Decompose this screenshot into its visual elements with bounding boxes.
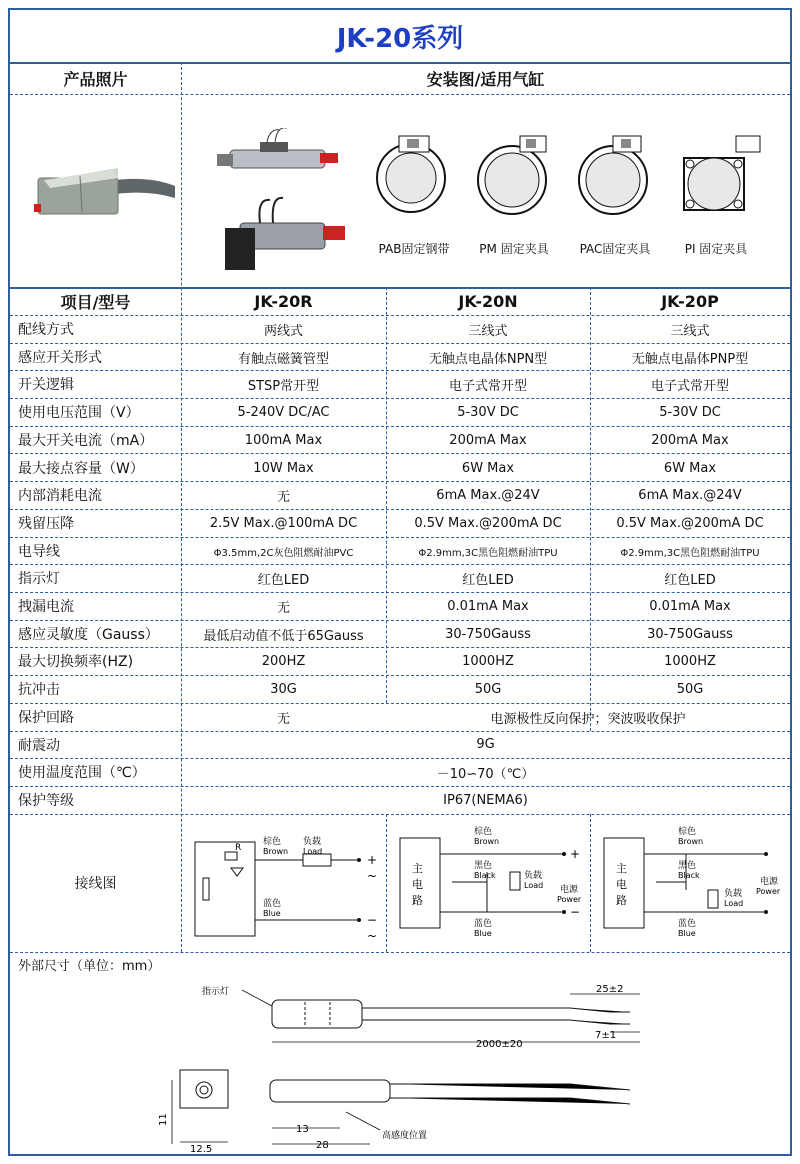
row-label: 最大接点容量（W） (18, 461, 144, 477)
value-jk20r: 无 (276, 489, 290, 505)
svg-text:黑色: 黑色 (474, 861, 493, 871)
col-jk20n: JK-20N (458, 291, 518, 311)
wiring-diagram-n (392, 820, 588, 948)
svg-text:~: ~ (367, 929, 378, 943)
cylinder-clamp-icon (225, 198, 345, 270)
value-jk20r: 有触点磁簧管型 (237, 351, 329, 367)
page-title: JK-20系列 (10, 10, 790, 64)
svg-text:2000±20: 2000±20 (476, 1039, 523, 1050)
row-label: 内部消耗电流 (18, 488, 102, 504)
col-jk20r: JK-20R (254, 291, 313, 311)
value-jk20n: 电子式常开型 (448, 378, 527, 394)
value-jk20n: 200mA Max (449, 432, 527, 448)
protection-np: 电源极性反向保护；突波吸收保护 (490, 711, 686, 727)
row-label: 保护等级 (18, 793, 74, 809)
cylinder-images (215, 128, 355, 278)
row-label: 抗冲击 (18, 682, 60, 698)
value-jk20n: 三线式 (468, 323, 508, 339)
value-jk20n: 0.01mA Max (447, 598, 529, 614)
svg-text:棕色: 棕色 (474, 827, 493, 837)
svg-text:负载: 负载 (524, 871, 543, 881)
dimension-drawing (10, 972, 790, 1156)
row-label: 开关逻辑 (18, 377, 74, 393)
svg-text:28: 28 (316, 1140, 329, 1151)
value-jk20r: 30G (270, 681, 297, 697)
svg-text:Blue: Blue (474, 929, 492, 938)
value-jk20p: 0.5V Max.@200mA DC (616, 515, 764, 531)
svg-text:Load: Load (724, 899, 744, 908)
svg-text:Black: Black (474, 871, 496, 880)
svg-text:Load: Load (303, 847, 323, 856)
row-label: 残留压降 (18, 516, 74, 532)
value-jk20n: 5-30V DC (457, 404, 519, 420)
photo-header: 产品照片 (63, 69, 128, 89)
svg-text:Brown: Brown (678, 837, 704, 846)
svg-text:11: 11 (158, 1113, 169, 1126)
mount-label: PM 固定夹具 (479, 241, 549, 256)
svg-text:高感度位置: 高感度位置 (382, 1131, 428, 1141)
svg-text:−: − (570, 905, 581, 919)
svg-text:Brown: Brown (263, 847, 289, 856)
product-photo (20, 140, 175, 235)
value-jk20n: 30-750Gauss (445, 626, 531, 642)
svg-text:黑色: 黑色 (678, 861, 697, 871)
value-jk20p: 6mA Max.@24V (638, 487, 742, 503)
svg-text:Load: Load (524, 881, 544, 890)
svg-text:+: + (570, 847, 581, 861)
svg-text:主: 主 (412, 862, 423, 875)
value-jk20n: 6mA Max.@24V (436, 487, 540, 503)
svg-text:电源: 电源 (760, 877, 779, 887)
col-jk20p: JK-20P (661, 291, 719, 311)
svg-text:Blue: Blue (263, 909, 281, 918)
pab-mount-icon (371, 130, 466, 240)
value-jk20p: 0.01mA Max (649, 598, 731, 614)
row-label: 配线方式 (18, 322, 74, 338)
value-jk20r: 无 (276, 600, 290, 616)
vibration-value: 9G (476, 737, 495, 752)
value-jk20r: 5-240V DC/AC (237, 404, 330, 420)
value-jk20n: Φ2.9mm,3C黑色阻燃耐油TPU (418, 547, 558, 559)
row-label: 感应灵敏度（Gauss） (18, 627, 159, 643)
dimensions-title: 外部尺寸（单位：mm） (18, 958, 161, 974)
value-jk20p: 200mA Max (651, 432, 729, 448)
svg-text:R: R (235, 843, 242, 853)
value-jk20r: Φ3.5mm,2C灰色阻燃耐油PVC (213, 547, 354, 559)
svg-text:主: 主 (616, 862, 627, 875)
row-label: 最大开关电流（mA） (18, 433, 154, 449)
temperature-value: －10∽70（℃） (436, 766, 535, 782)
value-jk20r: 两线式 (263, 323, 303, 339)
mount-label: PI 固定夹具 (684, 241, 748, 256)
value-jk20r: STSP常开型 (247, 378, 320, 394)
value-jk20n: 0.5V Max.@200mA DC (414, 515, 562, 531)
svg-text:电: 电 (412, 878, 423, 891)
svg-text:−: − (367, 913, 378, 927)
svg-text:路: 路 (616, 894, 627, 907)
svg-text:12.5: 12.5 (190, 1144, 213, 1155)
svg-text:负载: 负载 (303, 837, 322, 847)
svg-text:电源: 电源 (560, 885, 579, 895)
value-jk20p: 30-750Gauss (647, 626, 733, 642)
value-jk20p: 5-30V DC (659, 404, 721, 420)
svg-text:Power: Power (557, 895, 582, 904)
svg-text:Brown: Brown (474, 837, 500, 846)
svg-text:电: 电 (616, 878, 627, 891)
row-label: 保护回路 (18, 710, 74, 726)
install-header: 安装图/适用气缸 (426, 69, 545, 89)
pi-mount-icon (674, 130, 769, 240)
spec-sheet (8, 8, 792, 1156)
value-jk20p: 6W Max (663, 460, 717, 476)
row-label: 感应开关形式 (18, 350, 102, 366)
row-label: 电导线 (18, 544, 60, 560)
col-item: 项目/型号 (60, 292, 131, 312)
value-jk20p: 50G (676, 681, 704, 697)
row-label: 指示灯 (18, 571, 60, 587)
value-jk20n: 6W Max (461, 460, 515, 476)
svg-text:Blue: Blue (678, 929, 696, 938)
value-jk20n: 50G (474, 681, 502, 697)
value-jk20r: 红色LED (257, 572, 310, 588)
value-jk20p: 电子式常开型 (650, 378, 729, 394)
svg-text:蓝色: 蓝色 (474, 919, 493, 929)
svg-text:~: ~ (367, 869, 378, 883)
wiring-diagram-r (185, 820, 383, 948)
row-label: 最大切换频率(HZ) (18, 654, 134, 670)
wiring-diagram-p (596, 820, 788, 948)
svg-text:负载: 负载 (724, 889, 743, 899)
value-jk20p: Φ2.9mm,3C黑色阻燃耐油TPU (620, 547, 760, 559)
value-jk20p: 1000HZ (664, 653, 716, 669)
value-jk20r: 2.5V Max.@100mA DC (209, 515, 358, 531)
svg-text:路: 路 (412, 894, 423, 907)
svg-text:25±2: 25±2 (596, 984, 624, 995)
svg-text:7±1: 7±1 (595, 1030, 617, 1041)
value-jk20n: 红色LED (462, 572, 514, 588)
pac-mount-icon (573, 130, 668, 240)
svg-text:棕色: 棕色 (678, 827, 697, 837)
protection-r: 无 (276, 711, 290, 727)
svg-text:13: 13 (296, 1124, 309, 1135)
row-label: 拽漏电流 (18, 599, 74, 615)
svg-text:Power: Power (756, 887, 781, 896)
svg-text:蓝色: 蓝色 (263, 899, 282, 909)
row-label: 耐震动 (18, 737, 60, 754)
value-jk20p: 红色LED (664, 572, 716, 588)
led-icon (34, 204, 41, 212)
value-jk20r: 100mA Max (244, 432, 323, 448)
svg-text:Black: Black (678, 871, 700, 880)
row-label: 使用温度范围（℃） (18, 765, 146, 781)
ip-value: IP67(NEMA6) (443, 792, 528, 808)
mount-label: PAB固定钢带 (378, 241, 450, 256)
mount-label: PAC固定夹具 (579, 241, 651, 256)
value-jk20p: 三线式 (670, 323, 710, 339)
svg-text:指示灯: 指示灯 (202, 987, 230, 997)
cylinder-icon (217, 128, 338, 168)
value-jk20n: 1000HZ (462, 653, 514, 669)
value-jk20p: 无触点电晶体PNP型 (631, 351, 749, 367)
value-jk20r: 200HZ (261, 653, 306, 669)
value-jk20n: 无触点电晶体NPN型 (428, 351, 548, 367)
wiring-label: 接线图 (74, 876, 117, 892)
row-label: 使用电压范围（V） (18, 405, 140, 421)
pm-mount-icon (472, 130, 567, 240)
svg-text:+: + (367, 853, 378, 867)
value-jk20r: 最低启动值不低于65Gauss (203, 628, 364, 644)
svg-text:蓝色: 蓝色 (678, 919, 697, 929)
svg-text:棕色: 棕色 (263, 837, 282, 847)
value-jk20r: 10W Max (253, 460, 314, 476)
